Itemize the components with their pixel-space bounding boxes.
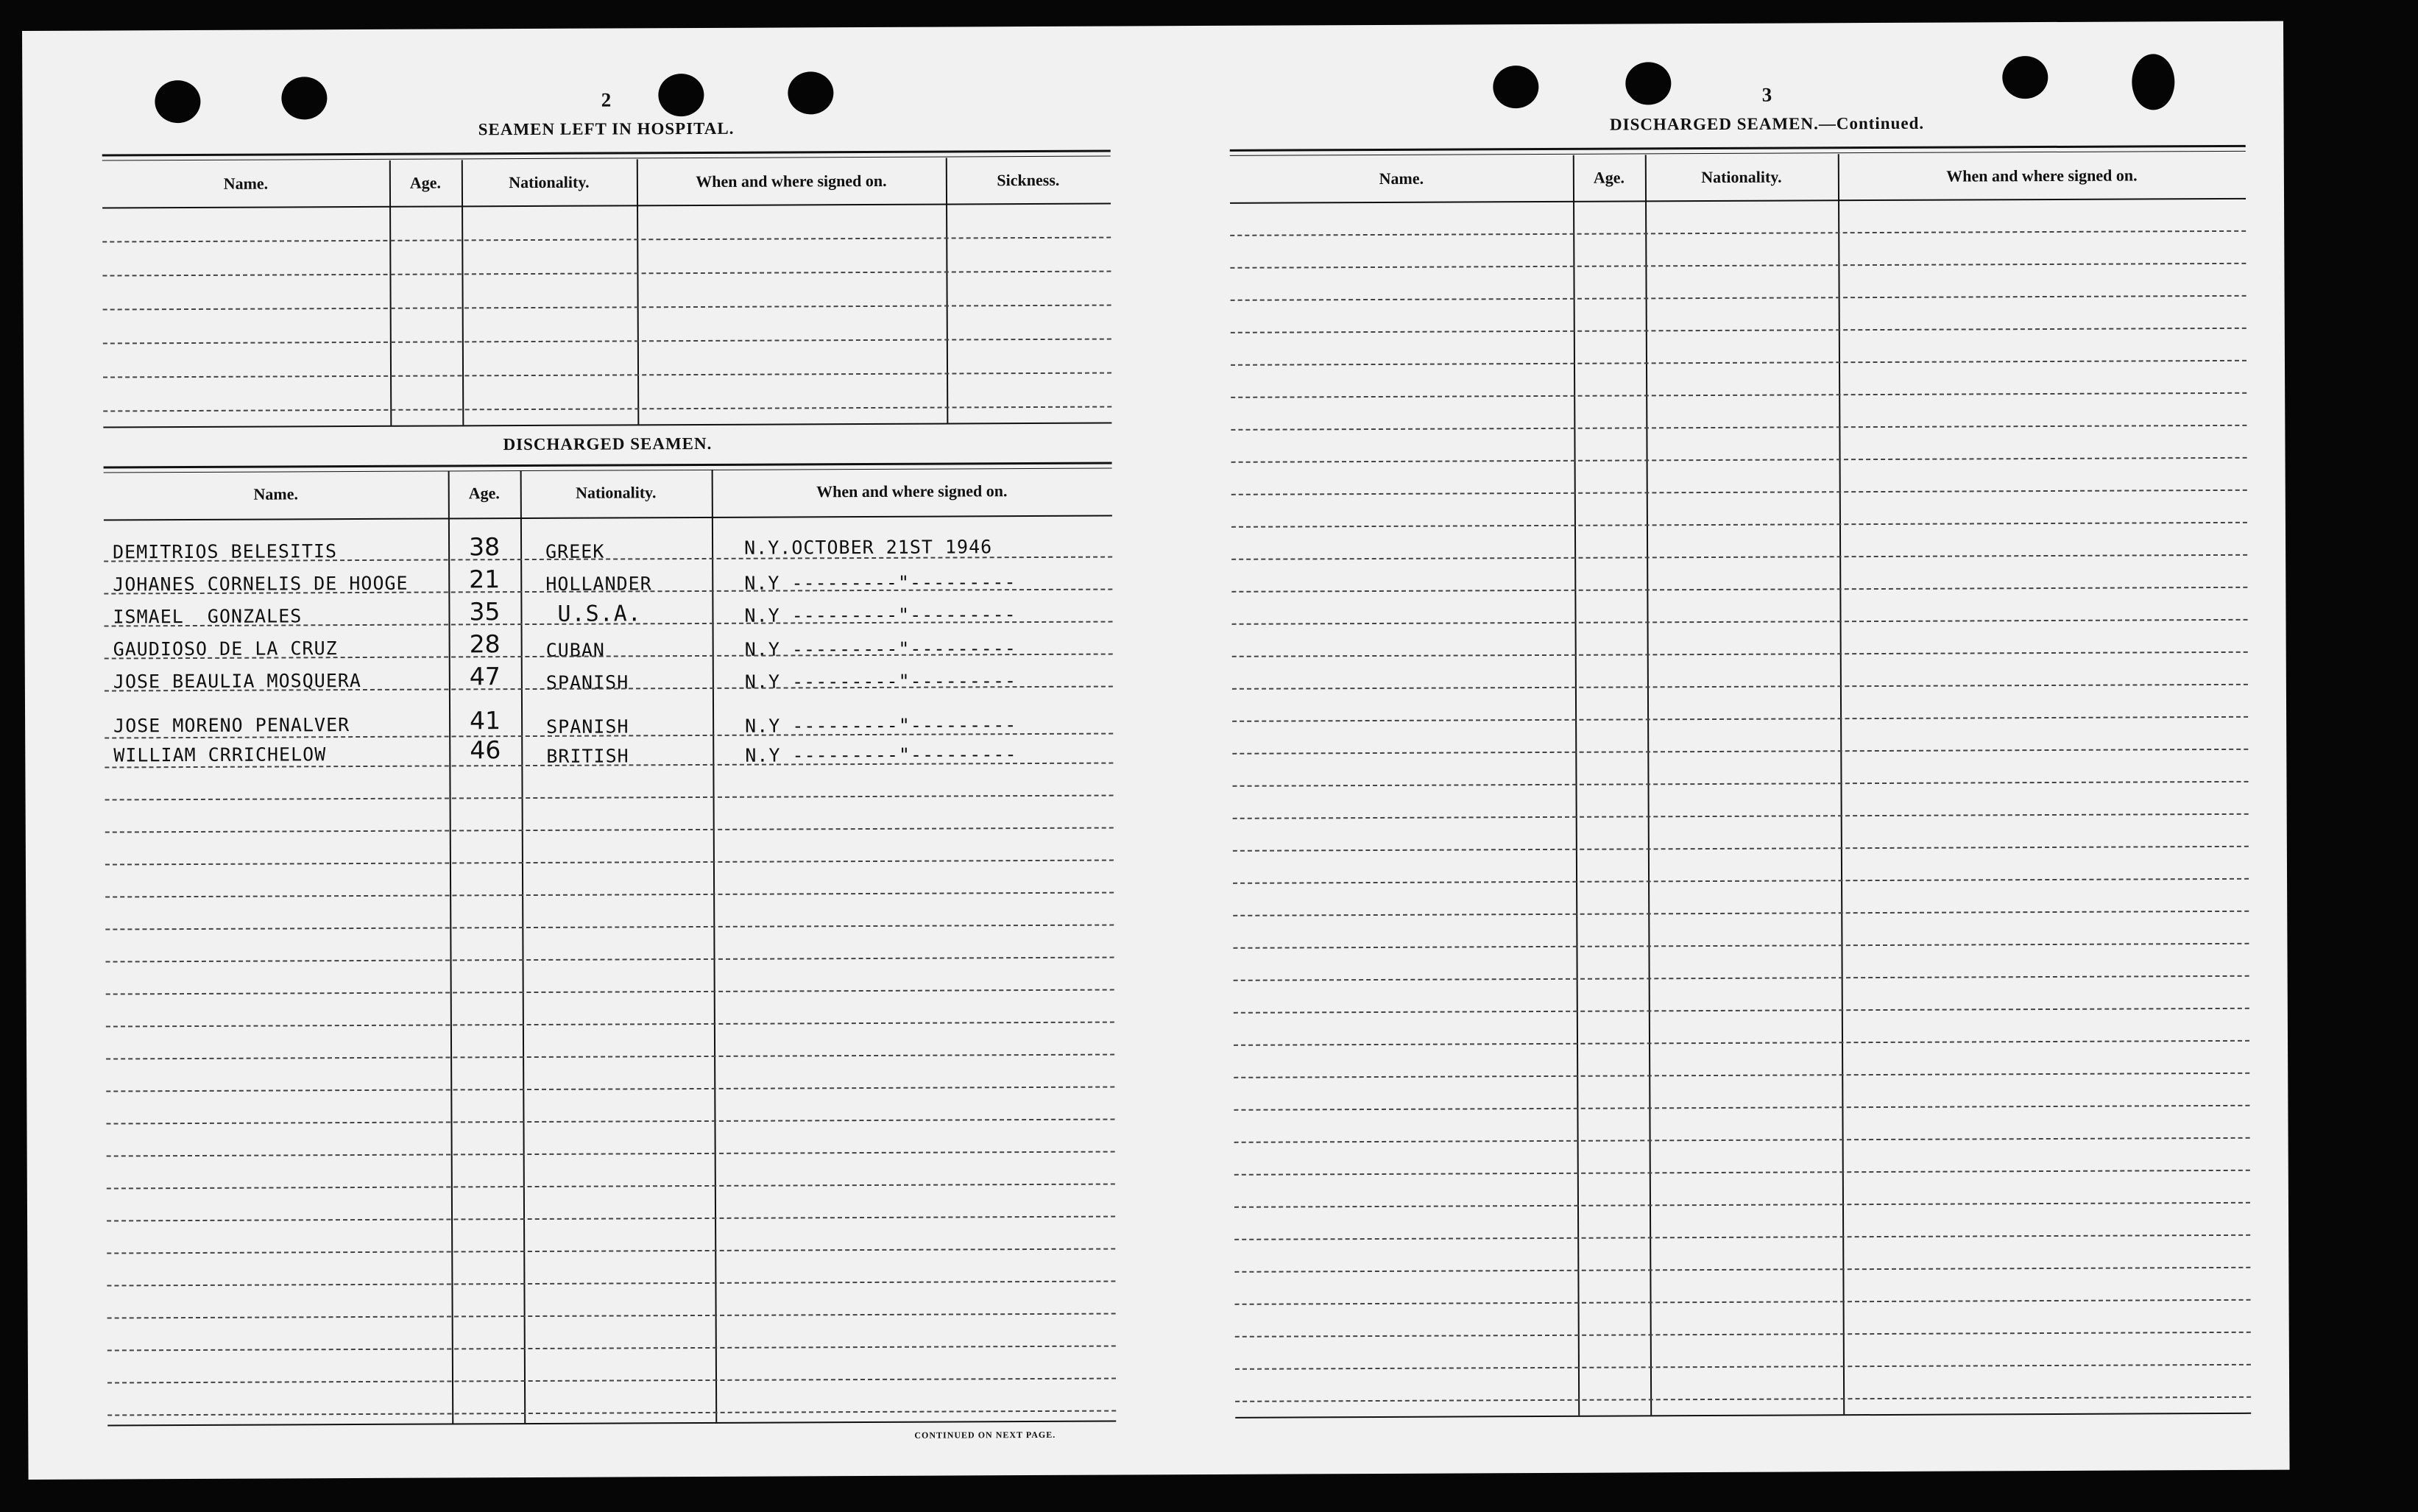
hospital-col-sickness: Sickness.: [997, 170, 1060, 190]
seaman-name: DEMITRIOS BELESITIS: [113, 540, 338, 563]
seaman-name: JOHANES CORNELIS DE HOOGE: [113, 572, 409, 596]
entry-line: [1231, 360, 2246, 366]
entry-line: [106, 1087, 1114, 1092]
entry-line: [107, 1378, 1116, 1384]
seaman-nationality: GREEK: [545, 540, 605, 562]
entry-line: [1234, 1073, 2249, 1078]
seaman-signed-on: N.Y ---------"---------: [745, 743, 1017, 766]
seaman-age: 47: [469, 662, 501, 691]
seaman-signed-on: N.Y ---------"---------: [744, 670, 1017, 693]
entry-line: [106, 957, 1114, 963]
seaman-signed-on: N.Y ---------"---------: [744, 604, 1017, 626]
seaman-nationality: SPANISH: [546, 716, 629, 738]
entry-line: [1230, 230, 2246, 236]
hospital-section-title: SEAMEN LEFT IN HOSPITAL.: [478, 119, 735, 139]
hospital-col-age: Age.: [409, 173, 442, 192]
entry-line: [1234, 1105, 2249, 1111]
page-number: 2: [601, 88, 612, 111]
entry-line: [1231, 425, 2246, 431]
seaman-name: GAUDIOSO DE LA CRUZ: [113, 637, 338, 660]
entry-line: [106, 1054, 1114, 1060]
column-divider: [946, 158, 949, 423]
entry-line: [1233, 846, 2249, 852]
entry-line: [105, 892, 1114, 898]
seaman-nationality: SPANISH: [545, 671, 629, 693]
seaman-name: JOSE BEAULIA MOSQUERA: [113, 669, 361, 693]
seaman-age: 38: [468, 532, 501, 562]
entry-line: [102, 237, 1111, 243]
entry-line: [102, 271, 1111, 277]
entry-line: [107, 1410, 1116, 1416]
seaman-age: 41: [470, 706, 501, 735]
header-rule: [104, 515, 1112, 521]
section-rule: [102, 150, 1111, 161]
entry-line: [103, 406, 1111, 412]
page-number: 3: [1761, 83, 1772, 106]
entry-line: [1234, 1202, 2250, 1208]
entry-line: [106, 989, 1114, 995]
entry-line: [103, 305, 1111, 311]
entry-line: [103, 339, 1111, 345]
entry-line: [107, 1216, 1115, 1222]
seaman-name: ISMAEL GONZALES: [113, 605, 303, 628]
entry-line: [1231, 328, 2246, 333]
entry-line: [105, 795, 1114, 801]
header-rule: [102, 203, 1111, 209]
seaman-name: JOSE MORENO PENALVER: [113, 714, 350, 737]
column-divider: [712, 470, 718, 1422]
seaman-signed-on: N.Y ---------"---------: [744, 571, 1017, 594]
entry-line: [1230, 263, 2246, 269]
entry-line: [103, 372, 1111, 378]
entry-line: [1231, 295, 2246, 301]
seaman-age: 21: [469, 565, 501, 594]
entry-line: [1233, 813, 2249, 819]
right-page: [1229, 21, 2252, 1474]
continued-note: CONTINUED ON NEXT PAGE.: [914, 1429, 1056, 1441]
entry-line: [1231, 587, 2247, 593]
document-sheet: [22, 21, 2290, 1480]
left-page: [102, 27, 1117, 1480]
entry-line: [1232, 684, 2248, 690]
seaman-signed-on: N.Y ---------"---------: [744, 637, 1017, 660]
entry-line: [107, 1313, 1116, 1319]
entry-line: [105, 860, 1114, 866]
seaman-age: 35: [469, 597, 501, 626]
entry-line: [107, 1248, 1115, 1254]
entry-line: [1231, 554, 2247, 560]
entry-line: [1232, 651, 2248, 657]
entry-line: [106, 1119, 1114, 1125]
discharged-col-name: Name.: [253, 484, 299, 504]
seaman-nationality: CUBAN: [545, 639, 606, 661]
entry-line: [1233, 943, 2249, 949]
entry-line: [1234, 1170, 2250, 1176]
column-divider: [520, 470, 526, 1423]
discharged-col-age: Age.: [468, 484, 500, 503]
right-col-age: Age.: [1593, 168, 1625, 187]
entry-line: [1234, 1234, 2250, 1240]
seaman-age: 28: [469, 629, 501, 659]
right-col-signed-on: When and where signed on.: [1946, 166, 2138, 186]
seaman-signed-on: N.Y.OCTOBER 21ST 1946: [744, 536, 993, 559]
discharged-col-signed-on: When and where signed on.: [816, 481, 1008, 501]
right-col-nationality: Nationality.: [1701, 167, 1782, 187]
hospital-col-name: Name.: [223, 174, 269, 193]
hospital-col-signed-on: When and where signed on.: [696, 171, 887, 191]
section-rule: [103, 423, 1111, 428]
entry-line: [1235, 1332, 2251, 1338]
entry-line: [1232, 749, 2248, 755]
seaman-name: WILLIAM CRRICHELOW: [113, 743, 327, 766]
entry-line: [1231, 522, 2247, 528]
entry-line: [1232, 781, 2248, 787]
entry-line: [106, 1022, 1114, 1028]
entry-line: [1235, 1364, 2251, 1370]
seaman-age: 46: [470, 735, 501, 765]
entry-line: [1233, 911, 2249, 916]
hospital-col-nationality: Nationality.: [509, 172, 590, 192]
entry-line: [1234, 1267, 2250, 1273]
discharged-section-title: DISCHARGED SEAMEN.: [503, 434, 713, 454]
seaman-nationality: BRITISH: [546, 745, 629, 767]
column-divider: [637, 159, 640, 424]
entry-line: [105, 925, 1114, 930]
entry-line: [1232, 619, 2248, 625]
entry-line: [1232, 716, 2248, 722]
entry-line: [107, 1151, 1115, 1157]
column-divider: [462, 160, 464, 425]
column-divider: [448, 470, 454, 1423]
seaman-nationality: U.S.A.: [557, 601, 642, 627]
right-col-name: Name.: [1379, 169, 1424, 188]
entry-line: [1234, 1040, 2249, 1046]
entry-line: [1234, 1137, 2250, 1143]
discharged-col-nationality: Nationality.: [575, 483, 657, 502]
entry-line: [1235, 1396, 2251, 1402]
entry-line: [107, 1184, 1115, 1190]
continued-section-title: DISCHARGED SEAMEN.—Continued.: [1609, 113, 1925, 134]
seaman-nationality: HOLLANDER: [545, 573, 652, 595]
header-rule: [1230, 198, 2246, 204]
section-rule: [104, 462, 1112, 473]
seaman-signed-on: N.Y ---------"---------: [745, 714, 1017, 737]
entry-line: [1231, 490, 2247, 495]
section-rule: [1230, 145, 2246, 156]
entry-line: [107, 1281, 1115, 1287]
entry-line: [1231, 457, 2247, 463]
entry-line: [105, 827, 1114, 833]
entry-line: [107, 1346, 1116, 1352]
entry-line: [1234, 1008, 2249, 1014]
entry-line: [1234, 975, 2249, 981]
table-bottom-rule: [1235, 1413, 2251, 1419]
column-divider: [389, 160, 392, 425]
table-bottom-rule: [107, 1421, 1116, 1427]
entry-line: [1231, 392, 2246, 398]
entry-line: [1235, 1299, 2251, 1305]
entry-line: [1233, 878, 2249, 884]
